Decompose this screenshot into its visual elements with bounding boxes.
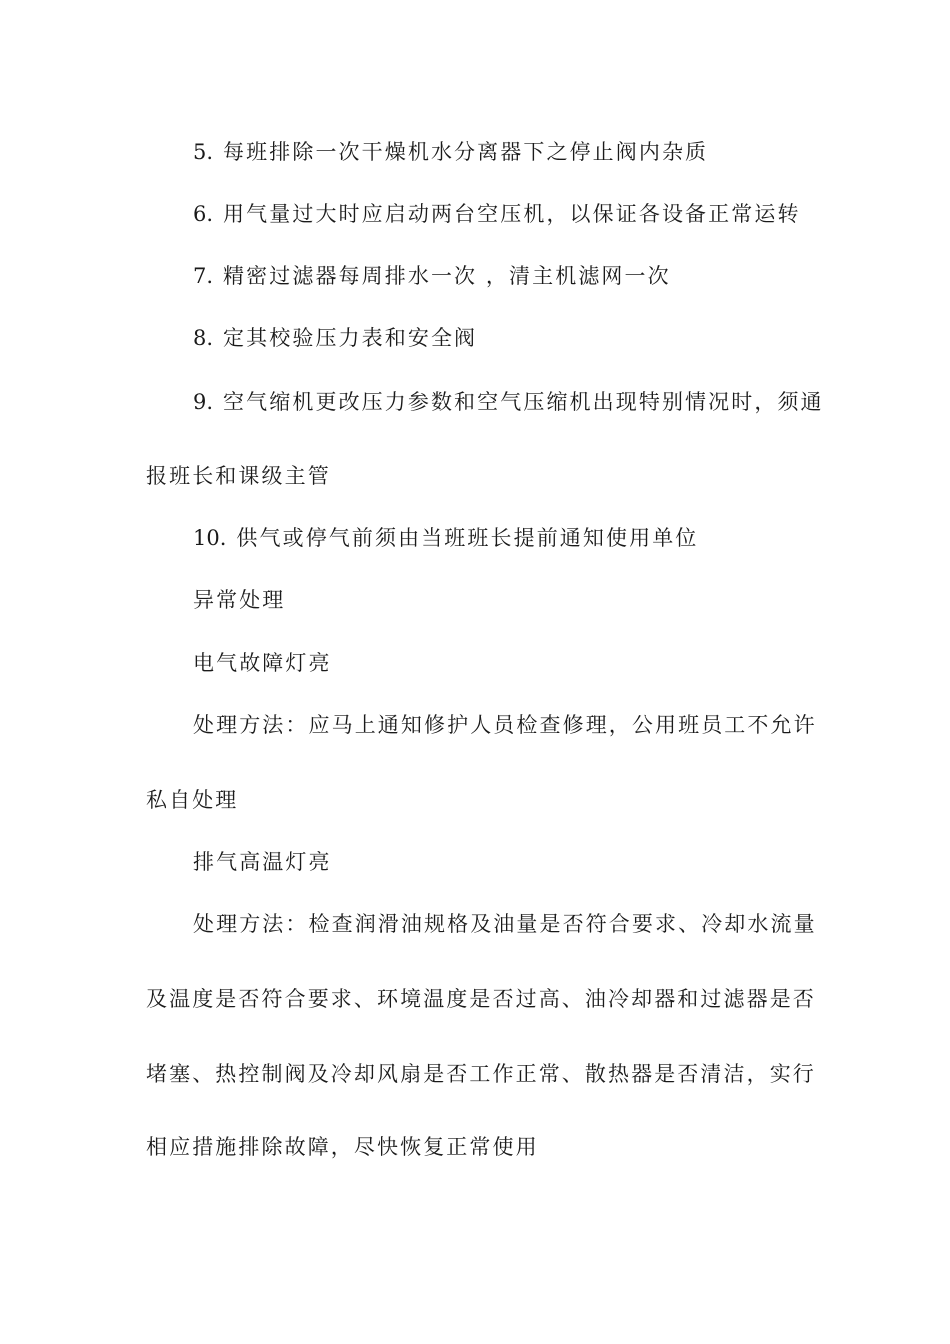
list-item-5	[193, 138, 708, 166]
paragraph-exhaust-method-line-3	[146, 1060, 816, 1088]
paragraph-text: 私自处理	[146, 788, 239, 812]
subheading-electrical-fault	[193, 649, 332, 677]
list-text: 用气量过大时应启动两台空压机，以保证各设备正常运转	[223, 202, 801, 226]
list-text: 报班长和课级主管	[146, 464, 331, 488]
paragraph-electrical-fault-method-continuation	[146, 786, 238, 814]
list-text: 供气或停气前须由当班班长提前通知使用单位	[236, 526, 699, 550]
paragraph-text: 处理方法：检查润滑油规格及油量是否符合要求、冷却水流量	[193, 912, 817, 936]
paragraph-exhaust-method-line-2	[146, 985, 816, 1013]
paragraph-text: 处理方法：应马上通知修护人员检查修理，公用班员工不允许	[193, 713, 817, 737]
list-item-8	[193, 324, 477, 352]
list-item-10	[193, 524, 698, 552]
list-text: 精密过滤器每周排水一次 ，清主机滤网一次	[223, 264, 671, 288]
paragraph-text: 及温度是否符合要求、环境温度是否过高、油冷却器和过滤器是否	[146, 987, 816, 1011]
list-item-9	[193, 388, 824, 416]
list-number: 10.	[193, 526, 227, 550]
section-heading-abnormal-handling	[193, 586, 285, 614]
paragraph-electrical-fault-method	[193, 711, 817, 739]
list-number: 8.	[193, 326, 214, 350]
list-number: 5.	[193, 140, 214, 164]
paragraph-exhaust-method-line-1	[193, 910, 817, 938]
list-item-6	[193, 200, 801, 228]
list-text: 定其校验压力表和安全阀	[223, 326, 478, 350]
paragraph-text: 堵塞、热控制阀及冷却风扇是否工作正常、散热器是否清洁，实行	[146, 1062, 816, 1086]
list-text: 每班排除一次干燥机水分离器下之停止阀内杂质	[223, 140, 709, 164]
list-item-7	[193, 262, 671, 290]
subheading-text: 排气高温灯亮	[193, 850, 332, 874]
list-item-9-continuation	[146, 462, 331, 490]
list-number: 7.	[193, 264, 214, 288]
list-text: 空气缩机更改压力参数和空气压缩机出现特别情况时，须通	[223, 390, 824, 414]
heading-text: 异常处理	[193, 588, 286, 612]
subheading-exhaust-high-temp	[193, 848, 332, 876]
list-number: 9.	[193, 390, 214, 414]
paragraph-text: 相应措施排除故障，尽快恢复正常使用	[146, 1135, 539, 1159]
list-number: 6.	[193, 202, 214, 226]
subheading-text: 电气故障灯亮	[193, 651, 332, 675]
paragraph-exhaust-method-line-4	[146, 1133, 539, 1161]
